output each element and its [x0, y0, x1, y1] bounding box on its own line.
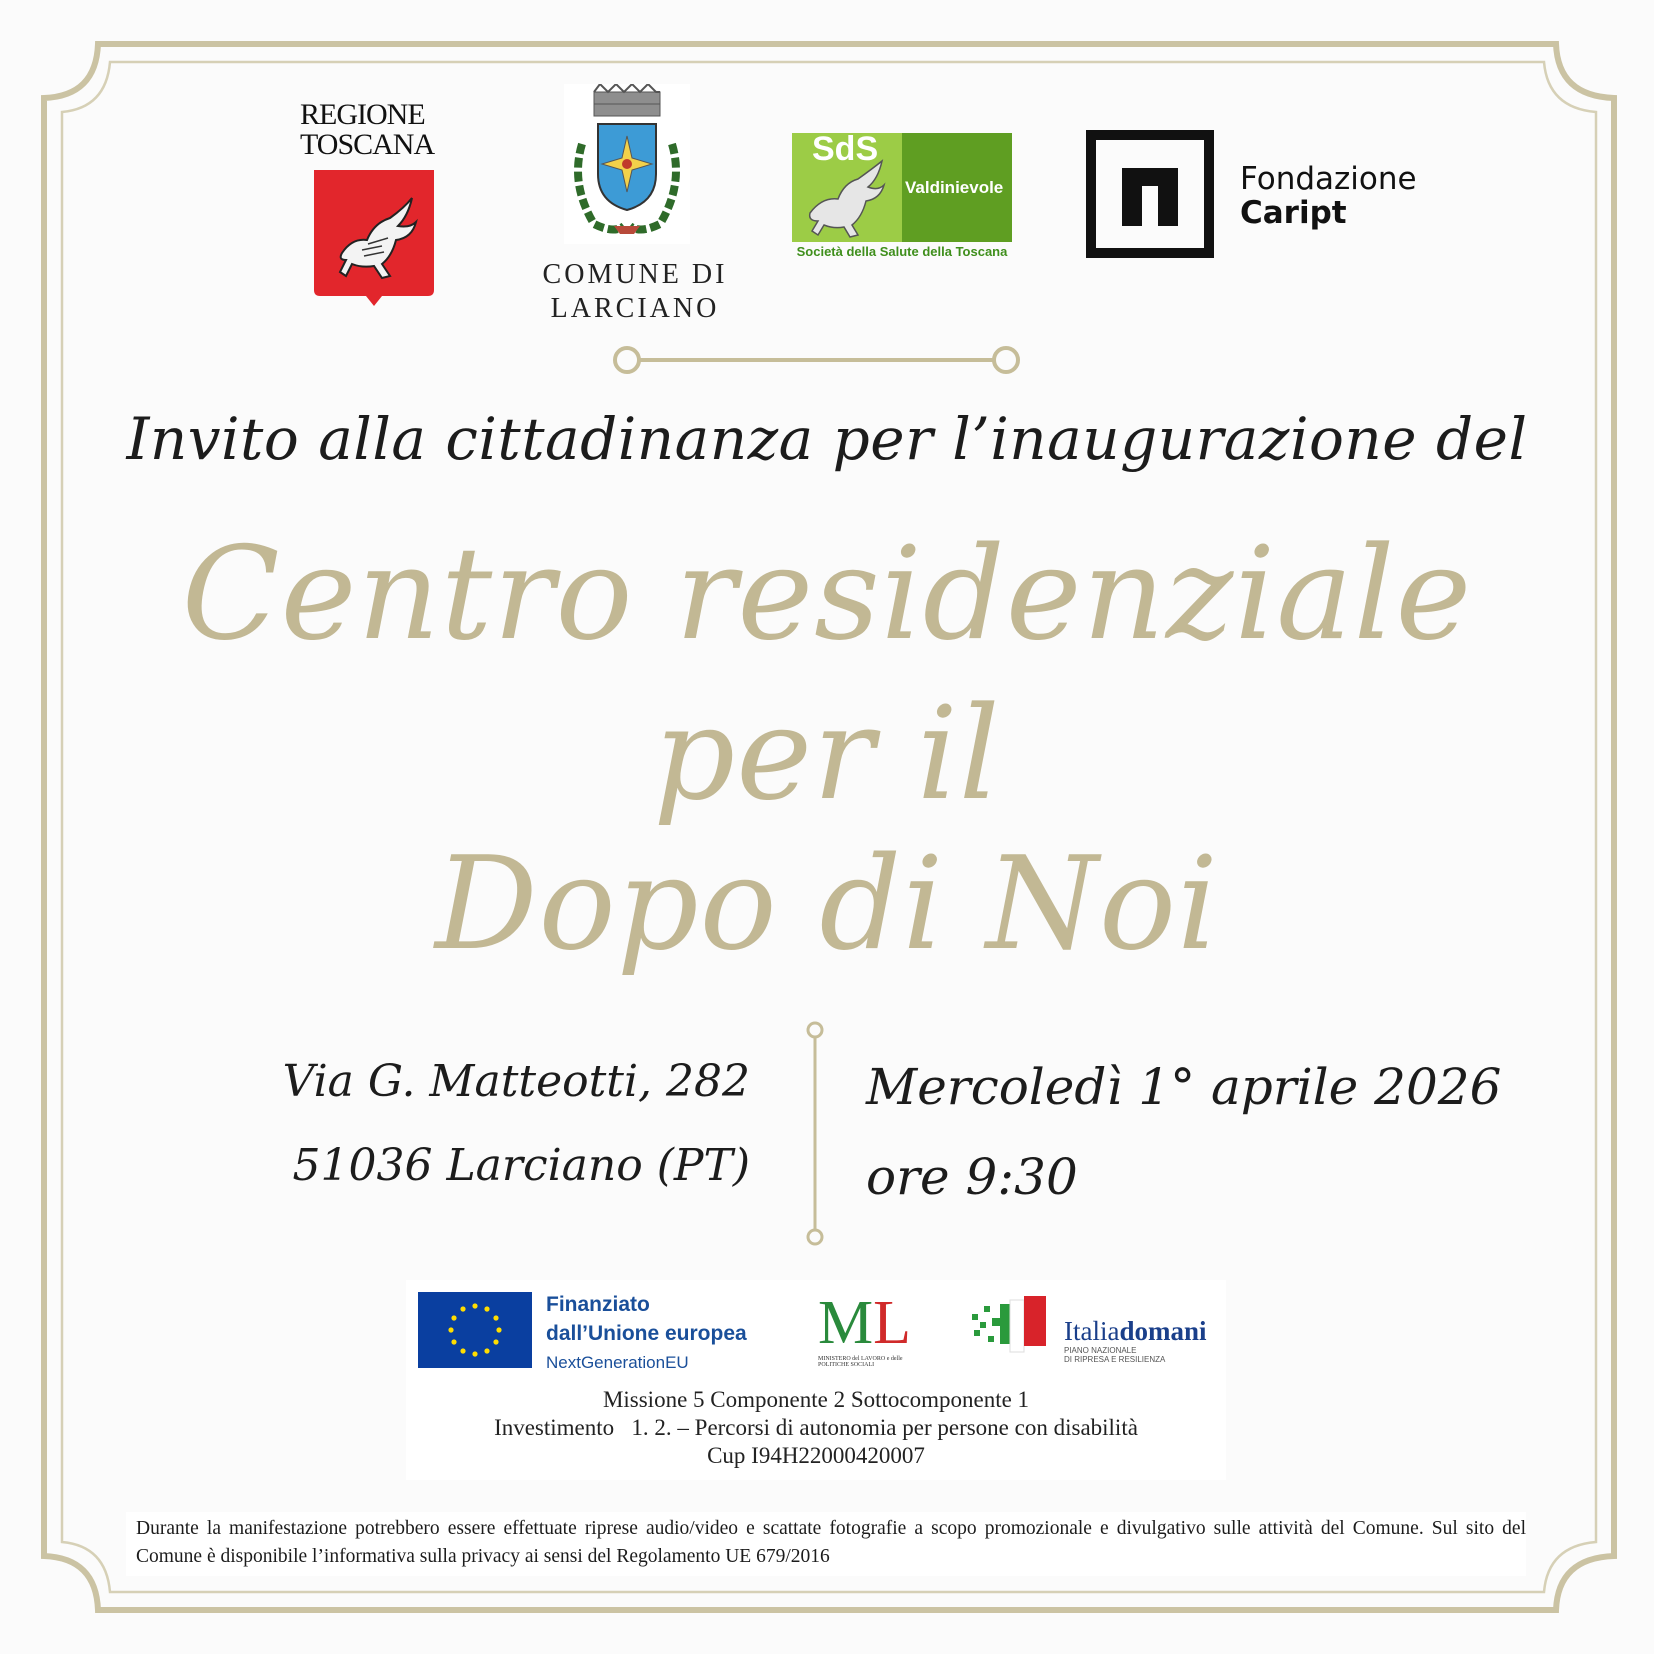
italia-domani-wordmark: [1064, 1316, 1207, 1347]
divider-ornament: [615, 348, 1018, 372]
italia-sub1: PIANO NAZIONALE: [1064, 1346, 1137, 1355]
ministero-caption: MINISTERO del LAVORO e delle POLITICHE SOCIALI: [818, 1356, 903, 1368]
event-date: Mercoledì 1° aprile 2026: [866, 1058, 1502, 1116]
eu-line3: NextGenerationEU: [546, 1353, 689, 1372]
invitation-intro: Invito alla cittadinanza per l’inaugurazione del: [126, 405, 1528, 473]
eu-line1: Finanziato: [546, 1293, 650, 1316]
comune-larciano-caption: [520, 258, 750, 326]
privacy-notice: Durante la manifestazione potrebbero essere effettuate riprese audio/video e scattate fotografie a scopo promozionale e divulgativo sulle attività del Comune. Sul sito del Comune è disponibile l’informativa sulla privacy ai sensi del Regolamento UE 679/2016: [136, 1518, 1526, 1567]
regione-line2: TOSCANA: [300, 128, 435, 161]
funding-details: [406, 1386, 1226, 1470]
italia-domani-b: domani: [1119, 1316, 1207, 1346]
eu-flag-icon: [418, 1292, 532, 1368]
sds-abbreviation: SdS: [812, 130, 879, 168]
comune-line2: LARCIANO: [550, 293, 720, 324]
fondazione-line2: Caript: [1240, 195, 1347, 231]
italia-sub2: DI RIPRESA E RESILIENZA: [1064, 1355, 1166, 1364]
address-street: Via G. Matteotti, 282: [282, 1056, 750, 1107]
regione-toscana-wordmark: [300, 100, 450, 160]
regione-toscana-pegasus-icon: [312, 168, 436, 308]
funding-investment: Investimento 1. 2. – Percorsi di autonomia per persone con disabilità: [494, 1415, 1138, 1440]
italia-domani-caption: [1064, 1346, 1165, 1364]
fondazione-line1: Fondazione: [1240, 161, 1417, 197]
sds-caption: Società della Salute della Toscana: [796, 244, 1008, 259]
title-line-1: Centro residenziale: [181, 520, 1473, 669]
eu-line2: dall’Unione europea: [546, 1322, 747, 1345]
event-time: ore 9:30: [866, 1148, 1078, 1206]
italia-domani-a: Italia: [1064, 1316, 1120, 1346]
fondazione-caript-icon: [1086, 130, 1214, 258]
ministero-mark-m: M: [818, 1289, 874, 1357]
comune-larciano-crest-icon: [564, 84, 690, 244]
eu-funding-text: [546, 1290, 747, 1377]
title-line-3: Dopo di Noi: [435, 830, 1219, 979]
fondazione-caript-wordmark: [1240, 162, 1417, 230]
title-line-2: per il: [653, 680, 1001, 829]
funding-mission: Missione 5 Componente 2 Sottocomponente 1: [602, 1387, 1030, 1412]
funding-cup: Cup I94H22000420007: [707, 1443, 925, 1468]
comune-line1: COMUNE DI: [542, 259, 728, 290]
vertical-divider: [808, 1023, 822, 1244]
address-city: 51036 Larciano (PT): [292, 1140, 750, 1191]
ministero-mark-l: L: [873, 1289, 912, 1357]
regione-line1: REGIONE: [300, 98, 425, 131]
ministero-lavoro-logo: [818, 1288, 911, 1359]
italia-domani-flag-icon: [970, 1292, 1058, 1362]
sds-name: Valdinievole: [905, 178, 1004, 197]
